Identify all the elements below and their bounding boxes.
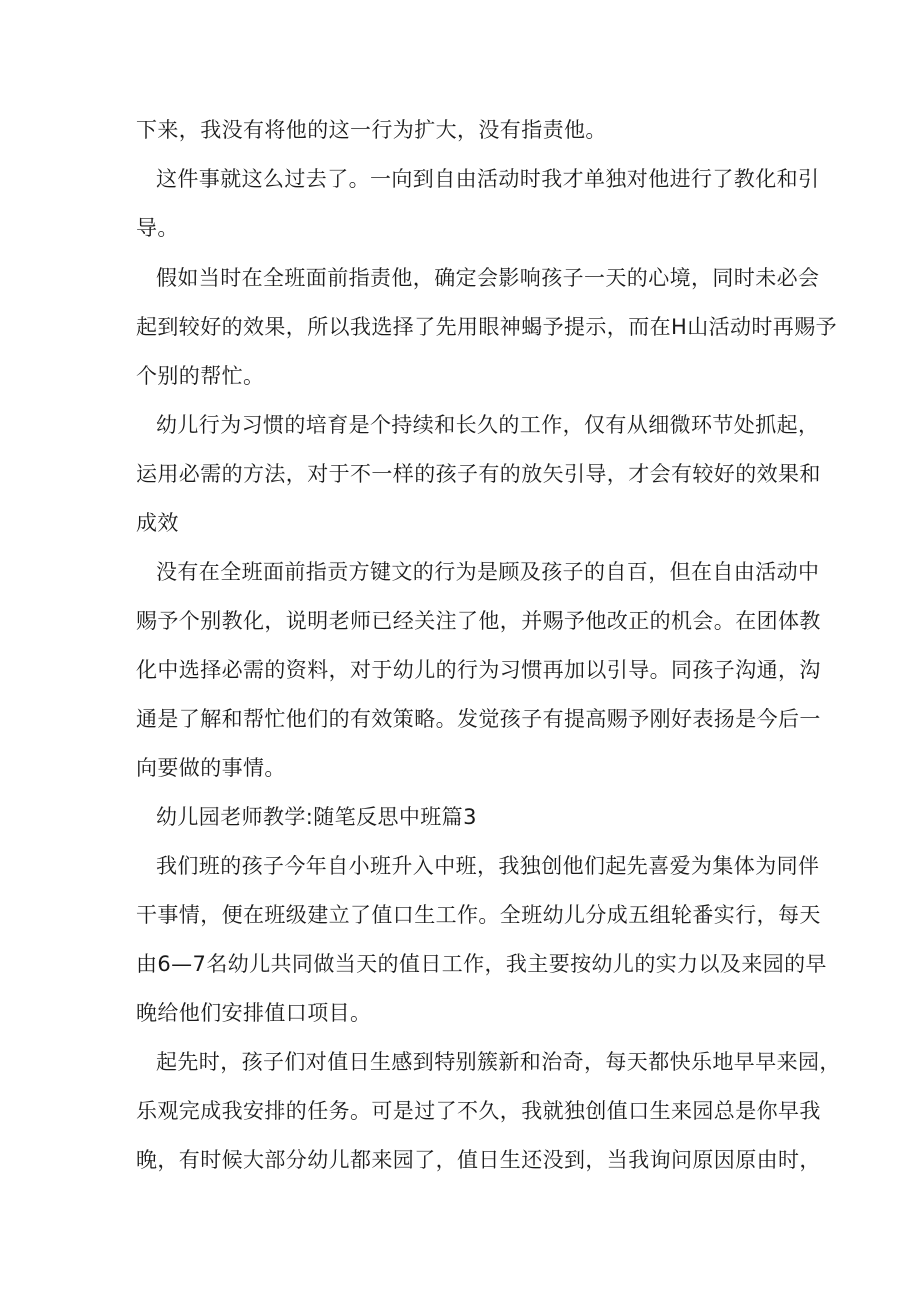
text-line: 成效 xyxy=(136,511,179,535)
text-line: 乐观完成我安排的任务。可是过了不久，我就独创值口生来园总是你早我 xyxy=(136,1099,821,1123)
text-line: 干事情，便在班级建立了值口生工作。全班幼儿分成五组轮番实行，每天 xyxy=(136,903,821,927)
text-line: 晚，有时候大部分幼儿都来园了，值日生还没到，当我询问原因原由时， xyxy=(136,1148,821,1172)
text-line: 起到较好的效果，所以我选择了先用眼神蝎予提示，而在H山活动时再赐予 xyxy=(136,315,837,339)
text-line: 赐予个别教化，说明老师已经关注了他，并赐予他改正的机会。在团体教 xyxy=(136,609,821,633)
paragraph-start-line: 没有在全班面前指贡方键文的行为是顾及孩子的自百，但在自由活动中 xyxy=(156,560,820,584)
paragraph-start-line: 我们班的孩子今年自小班升入中班，我独创他们起先喜爱为集体为同伴 xyxy=(156,854,820,878)
paragraph-start-line: 起先时，孩子们对值日生感到特别簇新和治奇，每天都快乐地早早来园， xyxy=(156,1050,841,1074)
section-heading: 幼儿园老师教学:随笔反思中班篇3 xyxy=(156,805,477,829)
paragraph-start-line: 假如当时在全班面前指责他，确定会影响孩子一天的心境，同时未必会 xyxy=(156,266,820,290)
text-line: 导。 xyxy=(136,216,179,240)
text-line: 化中选择必需的资料，对于幼儿的行为习惯再加以引导。同孩子沟通，沟 xyxy=(136,658,821,682)
text-line: 向要做的事情。 xyxy=(136,756,286,780)
text-line: 下来，我没有将他的这一行为扩大，没有指责他。 xyxy=(136,118,607,142)
text-line: 通是了解和帮忙他们的有效策略。发觉孩子有提高赐予刚好表扬是今后一 xyxy=(136,707,821,731)
text-line: 晚给他们安排值口项目。 xyxy=(136,1001,372,1025)
paragraph-start-line: 这件事就这么过去了。一向到自由活动时我才单独对他进行了教化和引 xyxy=(156,167,820,191)
paragraph-start-line: 幼儿行为习惯的培育是个持续和长久的工作，仅有从细微环节处抓起， xyxy=(156,413,820,437)
text-line: 运用必需的方法，对于不一样的孩子有的放矢引导，才会有较好的效果和 xyxy=(136,462,821,486)
text-line: 个别的帮忙。 xyxy=(136,364,265,388)
text-line: 由6—7名幼儿共同做当天的值日工作，我主要按幼儿的实力以及来园的早 xyxy=(136,952,827,976)
